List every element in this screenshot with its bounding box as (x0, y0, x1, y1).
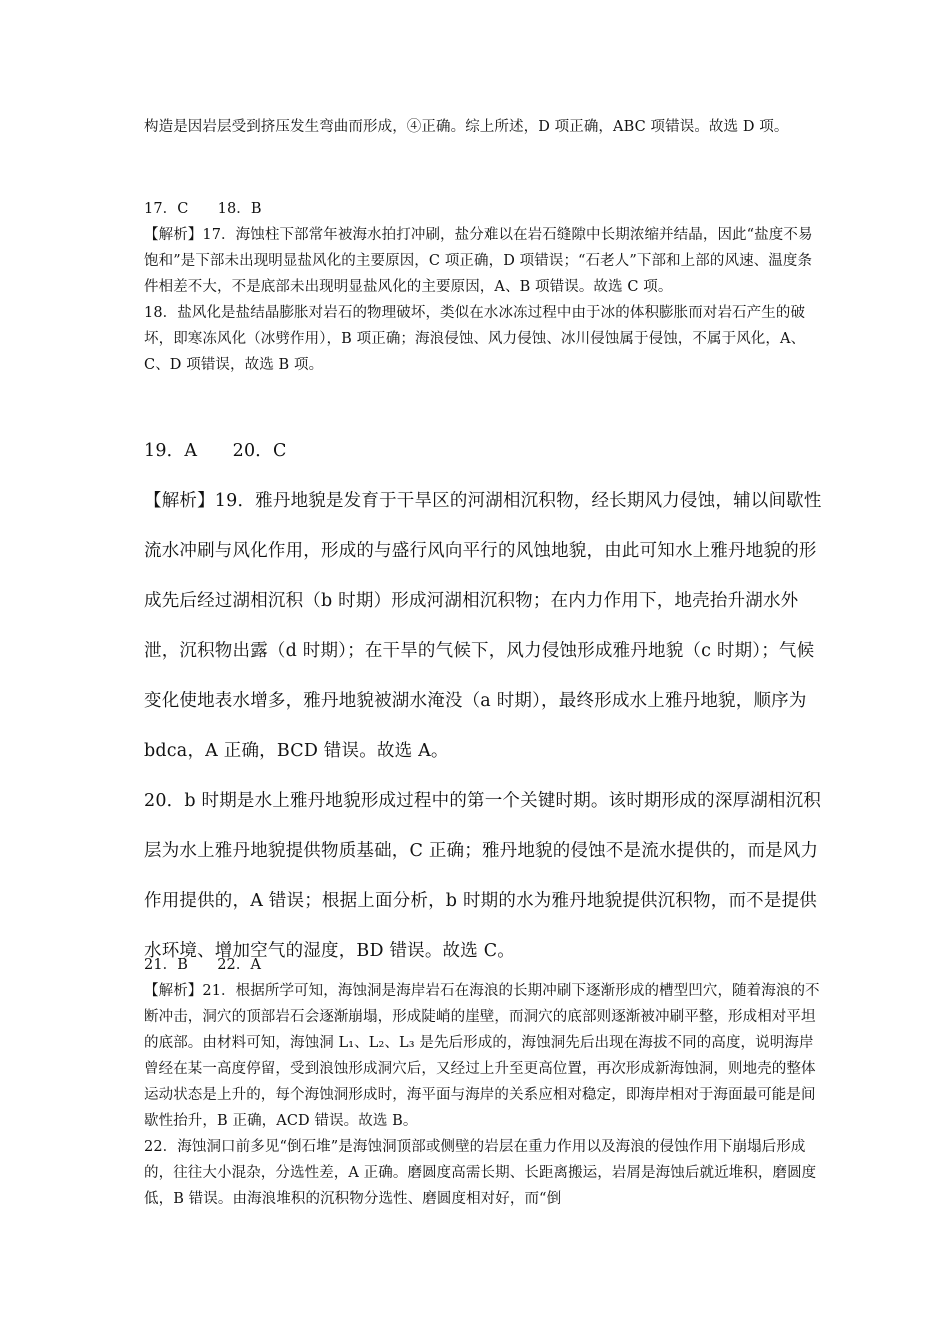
section-17-18 (144, 196, 824, 378)
section-21-22 (144, 952, 824, 1212)
answer-line-19-20: 19．A 20．C (144, 441, 287, 461)
answer-line-21-22: 21．B 22．A (144, 957, 262, 973)
analysis-18: 18．盐风化是盐结晶膨胀对岩石的物理破坏，类似在水冰冻过程中由于冰的体积膨胀而对岩石产生的破坏，即寒冻风化（冰劈作用），B 项正确；海浪侵蚀、风力侵蚀、冰川侵蚀属于侵蚀，不属于风化，A、C、D 项错误，故选 B 项。 (144, 305, 806, 373)
answer-line-17-18: 17．C 18．B (144, 201, 262, 217)
analysis-19: 【解析】19．雅丹地貌是发育于干旱区的河湖相沉积物，经长期风力侵蚀，辅以间歇性流水冲刷与风化作用，形成的与盛行风向平行的风蚀地貌，由此可知水上雅丹地貌的形成先后经过湖相沉积（b 时期）形成河湖相沉积物；在内力作用下，地壳抬升湖水外泄，沉积物出露（d 时期）；在干旱的气候下，风力侵蚀形成雅丹地貌（c 时期）；气候变化使地表水增多，雅丹地貌被湖水淹没（a 时期），最终形成水上雅丹地貌，顺序为 bdca，A 正确，BCD 错误。故选 A。 (144, 491, 822, 761)
section-19-20 (144, 426, 824, 976)
analysis-22: 22．海蚀洞口前多见“倒石堆”是海蚀洞顶部或侧壁的岩层在重力作用以及海浪的侵蚀作用下崩塌后形成的，往往大小混杂，分选性差，A 正确。磨圆度高需长期、长距离搬运，岩屑是海蚀后就近堆积，磨圆度低，B 错误。由海浪堆积的沉积物分选性、磨圆度相对好，而“倒 (144, 1139, 817, 1207)
analysis-17: 【解析】17．海蚀柱下部常年被海水拍打冲刷，盐分难以在岩石缝隙中长期浓缩并结晶，因此“盐度不易饱和”是下部未出现明显盐风化的主要原因，C 项正确，D 项错误；“石老人”下部和上部的风速、温度条件相差不大，不是底部未出现明显盐风化的主要原因，A、B 项错误。故选 C 项。 (144, 227, 813, 295)
section-top (144, 114, 824, 140)
paragraph-conclusion-16: 构造是因岩层受到挤压发生弯曲而形成，④正确。综上所述，D 项正确，ABC 项错误。故选 D 项。 (144, 119, 789, 135)
analysis-21: 【解析】21．根据所学可知，海蚀洞是海岸岩石在海浪的长期冲刷下逐渐形成的槽型凹穴，随着海浪的不断冲击，洞穴的顶部岩石会逐渐崩塌，形成陡峭的崖壁，而洞穴的底部则逐渐被冲刷平整，形成相对平坦的底部。由材料可知，海蚀洞 L₁、L₂、L₃ 是先后形成的，海蚀洞先后出现在海拔不同的高度，说明海岸曾经在某一高度停留，受到浪蚀形成洞穴后，又经过上升至更高位置，再次形成新海蚀洞，则地壳的整体运动状态是上升的，每个海蚀洞形成时，海平面与海岸的关系应相对稳定，即海岸相对于海面最可能是间歇性抬升，B 正确，ACD 错误。故选 B。 (144, 983, 820, 1129)
analysis-20: 20．b 时期是水上雅丹地貌形成过程中的第一个关键时期。该时期形成的深厚湖相沉积层为水上雅丹地貌提供物质基础，C 正确；雅丹地貌的侵蚀不是流水提供的，而是风力作用提供的，A 错误；根据上面分析，b 时期的水为雅丹地貌提供沉积物，而不是提供水环境、增加空气的湿度，BD 错误。故选 C。 (144, 791, 822, 961)
